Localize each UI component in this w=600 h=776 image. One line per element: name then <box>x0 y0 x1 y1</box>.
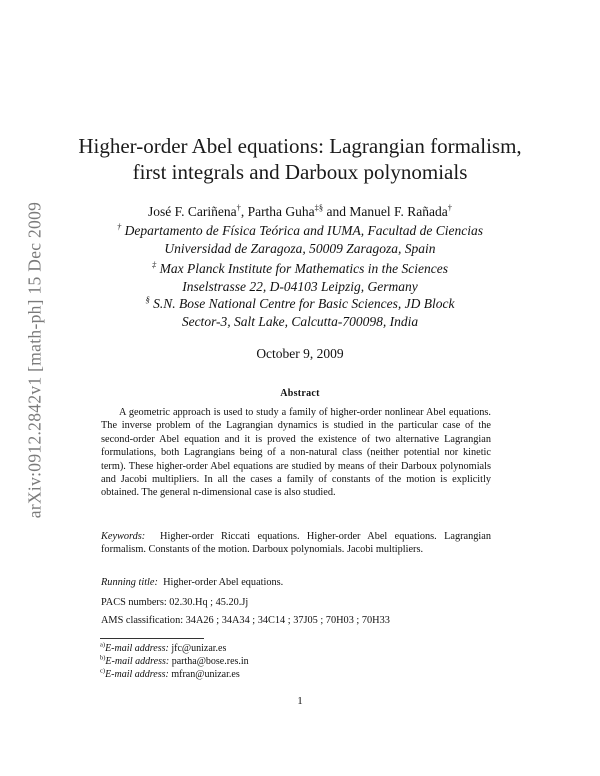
footnote-c-label: E-mail address: <box>105 669 169 680</box>
affiliation-3 <box>0 295 600 331</box>
affiliation-3-mark: § <box>145 294 150 305</box>
author-1-mark: † <box>236 202 241 213</box>
footnote-b-email: partha@bose.res.in <box>171 656 249 667</box>
running-title-block <box>101 576 491 589</box>
affiliation-1-mark: † <box>117 221 122 232</box>
keywords-block <box>101 530 491 557</box>
footnote-rule <box>100 638 204 639</box>
affiliation-2-line-2: Inselstrasse 22, D-04103 Leipzig, Germany <box>182 279 418 294</box>
author-2-mark: ‡§ <box>314 202 324 213</box>
paper-date: October 9, 2009 <box>256 346 344 361</box>
paper-title <box>0 133 600 185</box>
footnote-c-mark: c) <box>100 667 106 675</box>
affiliation-1-line-2: Universidad de Zaragoza, 50009 Zaragoza, Spain <box>164 241 436 256</box>
author-1: José F. Cariñena <box>148 204 237 219</box>
abstract-body <box>101 406 491 500</box>
author-3: Manuel F. Rañada <box>349 204 448 219</box>
author-2: Partha Guha <box>247 204 315 219</box>
footnote-b <box>100 655 500 668</box>
footnote-b-label: E-mail address: <box>105 656 170 667</box>
affiliation-1-line-1: Departamento de Física Teórica and IUMA, Facultad de Ciencias <box>124 223 483 238</box>
footnote-a-mark: a) <box>100 641 106 649</box>
pacs-line: PACS numbers: 02.30.Hq ; 45.20.Jj <box>101 597 249 608</box>
running-title-label: Running title: <box>101 577 158 588</box>
affiliation-1 <box>0 222 600 258</box>
footnote-c <box>100 668 500 681</box>
affiliation-2 <box>0 260 600 296</box>
author-list <box>0 203 600 221</box>
running-title-text: Higher-order Abel equations. <box>163 577 284 588</box>
title-line-1: Higher-order Abel equations: Lagrangian formalism, <box>78 134 522 158</box>
author-separator: and <box>323 204 350 219</box>
footnote-a-label: E-mail address: <box>105 643 169 654</box>
keywords-label: Keywords: <box>101 531 146 542</box>
arxiv-side-label: arXiv:0912.2842v1 [math-ph] 15 Dec 2009 <box>24 201 45 519</box>
affiliation-2-mark: ‡ <box>152 259 157 270</box>
keywords-text: Higher-order Riccati equations. Higher-order Abel equations. Lagrangian formalism. Constants of the motion. Darboux polynomials. Jacobi multipliers. <box>101 531 491 556</box>
affiliation-2-line-1: Max Planck Institute for Mathematics in the Sciences <box>159 261 448 276</box>
footnote-a-email: jfc@unizar.es <box>171 643 227 654</box>
title-line-2: first integrals and Darboux polynomials <box>132 160 468 184</box>
footnote-a <box>100 642 500 655</box>
footnotes <box>100 642 500 681</box>
abstract-heading: Abstract <box>280 388 320 399</box>
footnote-b-mark: b) <box>100 654 106 662</box>
affiliation-3-line-2: Sector-3, Salt Lake, Calcutta-700098, India <box>181 314 419 329</box>
footnote-c-email: mfran@unizar.es <box>171 669 240 680</box>
author-3-mark: † <box>447 202 452 213</box>
ams-line: AMS classification: 34A26 ; 34A34 ; 34C14 ; 37J05 ; 70H03 ; 70H33 <box>101 615 390 626</box>
abstract-text: A geometric approach is used to study a family of higher-order nonlinear Abel equations. The inverse problem of the Lagrangian dynamics is studied in the particular case of the second-order Abel equation and it is proved the existence of two alternative Lagrangian formulations, both Lagrangians being of a non-natural class (neither potential nor kinetic term). These higher-order Abel equations are studied by means of their Darboux polynomials and Jacobi multipliers. In all the cases a family of constants of the motion is explicitly obtained. The general n-dimensional case is also studied. <box>101 407 491 499</box>
affiliation-3-line-1: S.N. Bose National Centre for Basic Sciences, JD Block <box>153 296 455 311</box>
page-number: 1 <box>297 695 303 707</box>
author-separator: , <box>240 204 248 219</box>
